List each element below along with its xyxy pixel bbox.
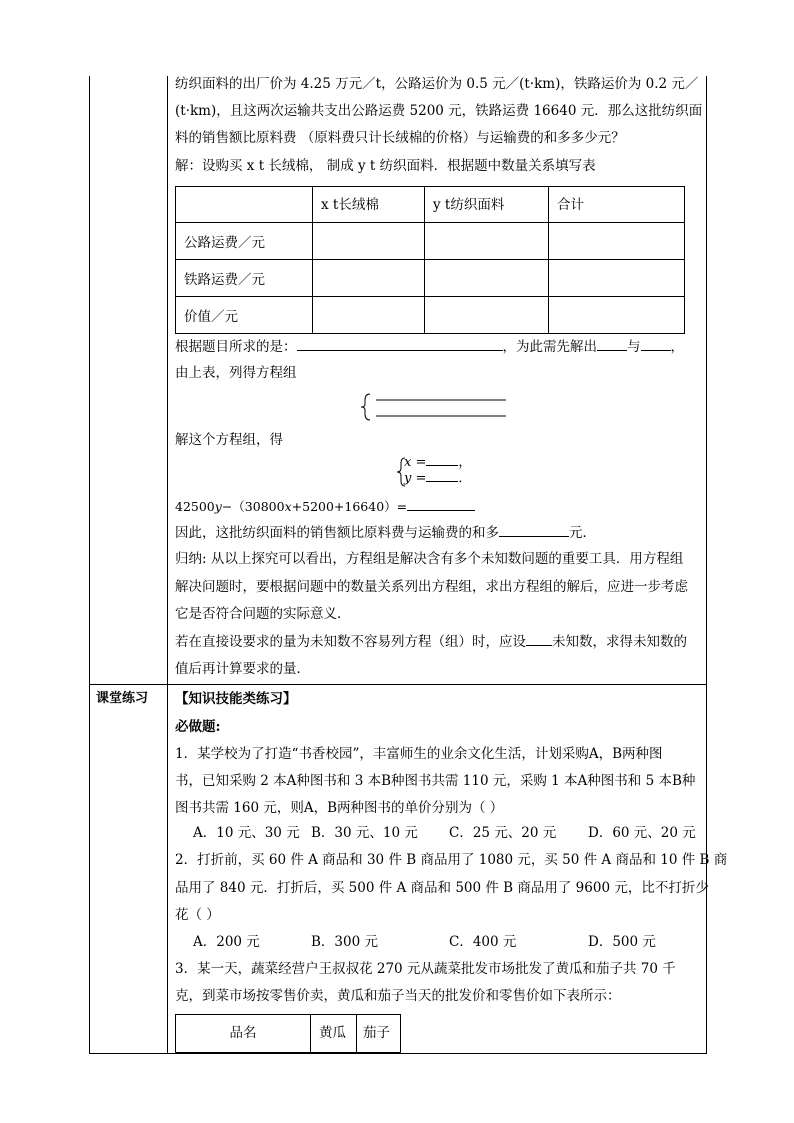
outer-bottom-border (89, 1053, 707, 1054)
q1-line-2: 书，已知采购 2 本A种图书和 3 本B种图书共需 110 元，采购 1 本A种图书和 5 本B种 (175, 773, 696, 789)
table-header-cell: 品名 (176, 1015, 311, 1053)
q1-option-c[interactable]: C．25 元、20 元 (449, 825, 557, 841)
answer-blank[interactable] (297, 336, 503, 351)
table-cell[interactable] (313, 223, 425, 260)
table-row-label: 铁路运费／元 (176, 260, 313, 297)
q2-option-c[interactable]: C．400 元 (449, 934, 517, 950)
equation-intro: 由上表，列得方程组 (175, 365, 297, 381)
outer-left-border (89, 76, 90, 1054)
answer-blank[interactable] (426, 454, 458, 466)
problem-line-3: 料的销售额比原料费 （原料费只计长绒棉的价格）与运输费的和多多少元？ (175, 130, 625, 146)
problem-line-2: (t·km)，且这两次运输共支出公路运费 5200 元，铁路运费 16640 元．那么这批纺织面 (175, 103, 703, 119)
freight-table (175, 186, 685, 334)
summary-line-4: 若在直接设要求的量为未知数不容易列方程（组）时，应设 未知数，求得未知数的 (175, 631, 687, 652)
table-cell[interactable] (313, 297, 425, 334)
column-divider (167, 76, 168, 1054)
q1-line-1: 1．某学校为了打造“书香校园”，丰富师生的业余文化生活，计划采购A，B两种图 (175, 746, 663, 762)
table-header-cell: 合计 (549, 187, 685, 223)
conclusion-line: 因此，这批纺织面料的销售额比原料费与运输费的和多 元． (175, 522, 596, 543)
table-cell[interactable] (425, 223, 549, 260)
q2-option-d[interactable]: D．500 元 (588, 934, 656, 950)
q1-option-a[interactable]: A．10 元、30 元 (193, 825, 300, 841)
q2-option-b[interactable]: B．300 元 (311, 934, 378, 950)
row-divider (89, 684, 707, 685)
profit-expression: 42500y−（30800x+5200+16640）= (175, 496, 475, 517)
q2-line-3: 花（ ） (175, 907, 220, 923)
answer-blank[interactable] (499, 522, 569, 537)
table-row-label: 公路运费／元 (176, 223, 313, 260)
table-cell[interactable] (425, 297, 549, 334)
summary-line-2: 解决问题时，要根据问题中的数量关系列出方程组，求出方程组的解后，应进一步考虑 (175, 579, 688, 595)
outer-right-border (706, 76, 707, 1054)
summary-line-3: 它是否符合问题的实际意义． (175, 606, 351, 622)
q2-option-a[interactable]: A．200 元 (193, 934, 260, 950)
vegetable-price-table (175, 1014, 401, 1053)
answer-blank[interactable] (407, 496, 475, 511)
q2-line-2: 品用了 840 元．打折后，买 500 件 A 商品和 500 件 B 商品用了 9600 元，比不打折少 (175, 880, 709, 896)
table-cell[interactable] (549, 260, 685, 297)
table-header-cell: y t纺织面料 (425, 187, 549, 223)
q1-line-3: 图书共需 160 元，则A，B两种图书的单价分别为（ ） (175, 800, 504, 816)
answer-blank[interactable] (426, 470, 458, 482)
solution-intro: 解：设购买 x t 长绒棉， 制成 y t 纺织面料．根据题中数量关系填写表 (175, 158, 596, 174)
summary-line-1: 归纳: 从以上探究可以看出，方程组是解决含有多个未知数问题的重要工具．用方程组 (175, 551, 684, 567)
q2-line-1: 2．打折前，买 60 件 A 商品和 30 件 B 商品用了 1080 元，买 50 件 A 商品和 10 件 B 商 (175, 852, 728, 868)
answer-blank[interactable] (641, 336, 671, 351)
solution-y: y = ． (404, 471, 472, 486)
table-cell[interactable] (313, 260, 425, 297)
answer-blank[interactable] (597, 336, 627, 351)
solution-x: x = ， (404, 455, 472, 470)
q1-option-b[interactable]: B．30 元、10 元 (311, 825, 418, 841)
required-label: 必做题: (175, 719, 221, 735)
table-header-cell: x t长绒棉 (313, 187, 425, 223)
table-cell[interactable] (425, 260, 549, 297)
q3-line-1: 3．某一天，蔬菜经营户王叔叔花 270 元从蔬菜批发市场批发了黄瓜和茄子共 70 千 (175, 961, 676, 977)
answer-blank[interactable] (526, 631, 552, 646)
section-label: 课堂练习 (96, 691, 149, 706)
q3-line-2: 克，到菜市场按零售价卖，黄瓜和茄子当天的批发价和零售价如下表所示： (175, 988, 621, 1004)
q1-option-d[interactable]: D．60 元、20 元 (588, 825, 696, 841)
table-header-cell (176, 187, 313, 223)
equation-brace (360, 392, 510, 422)
summary-line-5: 值后再计算要求的量． (175, 661, 310, 677)
problem-line-1: 纺织面料的出厂价为 4.25 万元／t，公路运价为 0.5 元／(t·km)，铁路运价为 0.2 元／ (175, 76, 699, 92)
table-row-label: 价值／元 (176, 297, 313, 334)
table-cell[interactable] (549, 297, 685, 334)
table-header-cell: 黄瓜 (311, 1015, 357, 1053)
table-header-cell: 茄子 (357, 1015, 401, 1053)
table-cell[interactable] (549, 223, 685, 260)
question-goal-line: 根据题目所求的是： ，为此需先解出 与 ， (175, 336, 684, 357)
solve-intro: 解这个方程组，得 (175, 432, 283, 448)
practice-heading: 【知识技能类练习】 (175, 691, 297, 707)
